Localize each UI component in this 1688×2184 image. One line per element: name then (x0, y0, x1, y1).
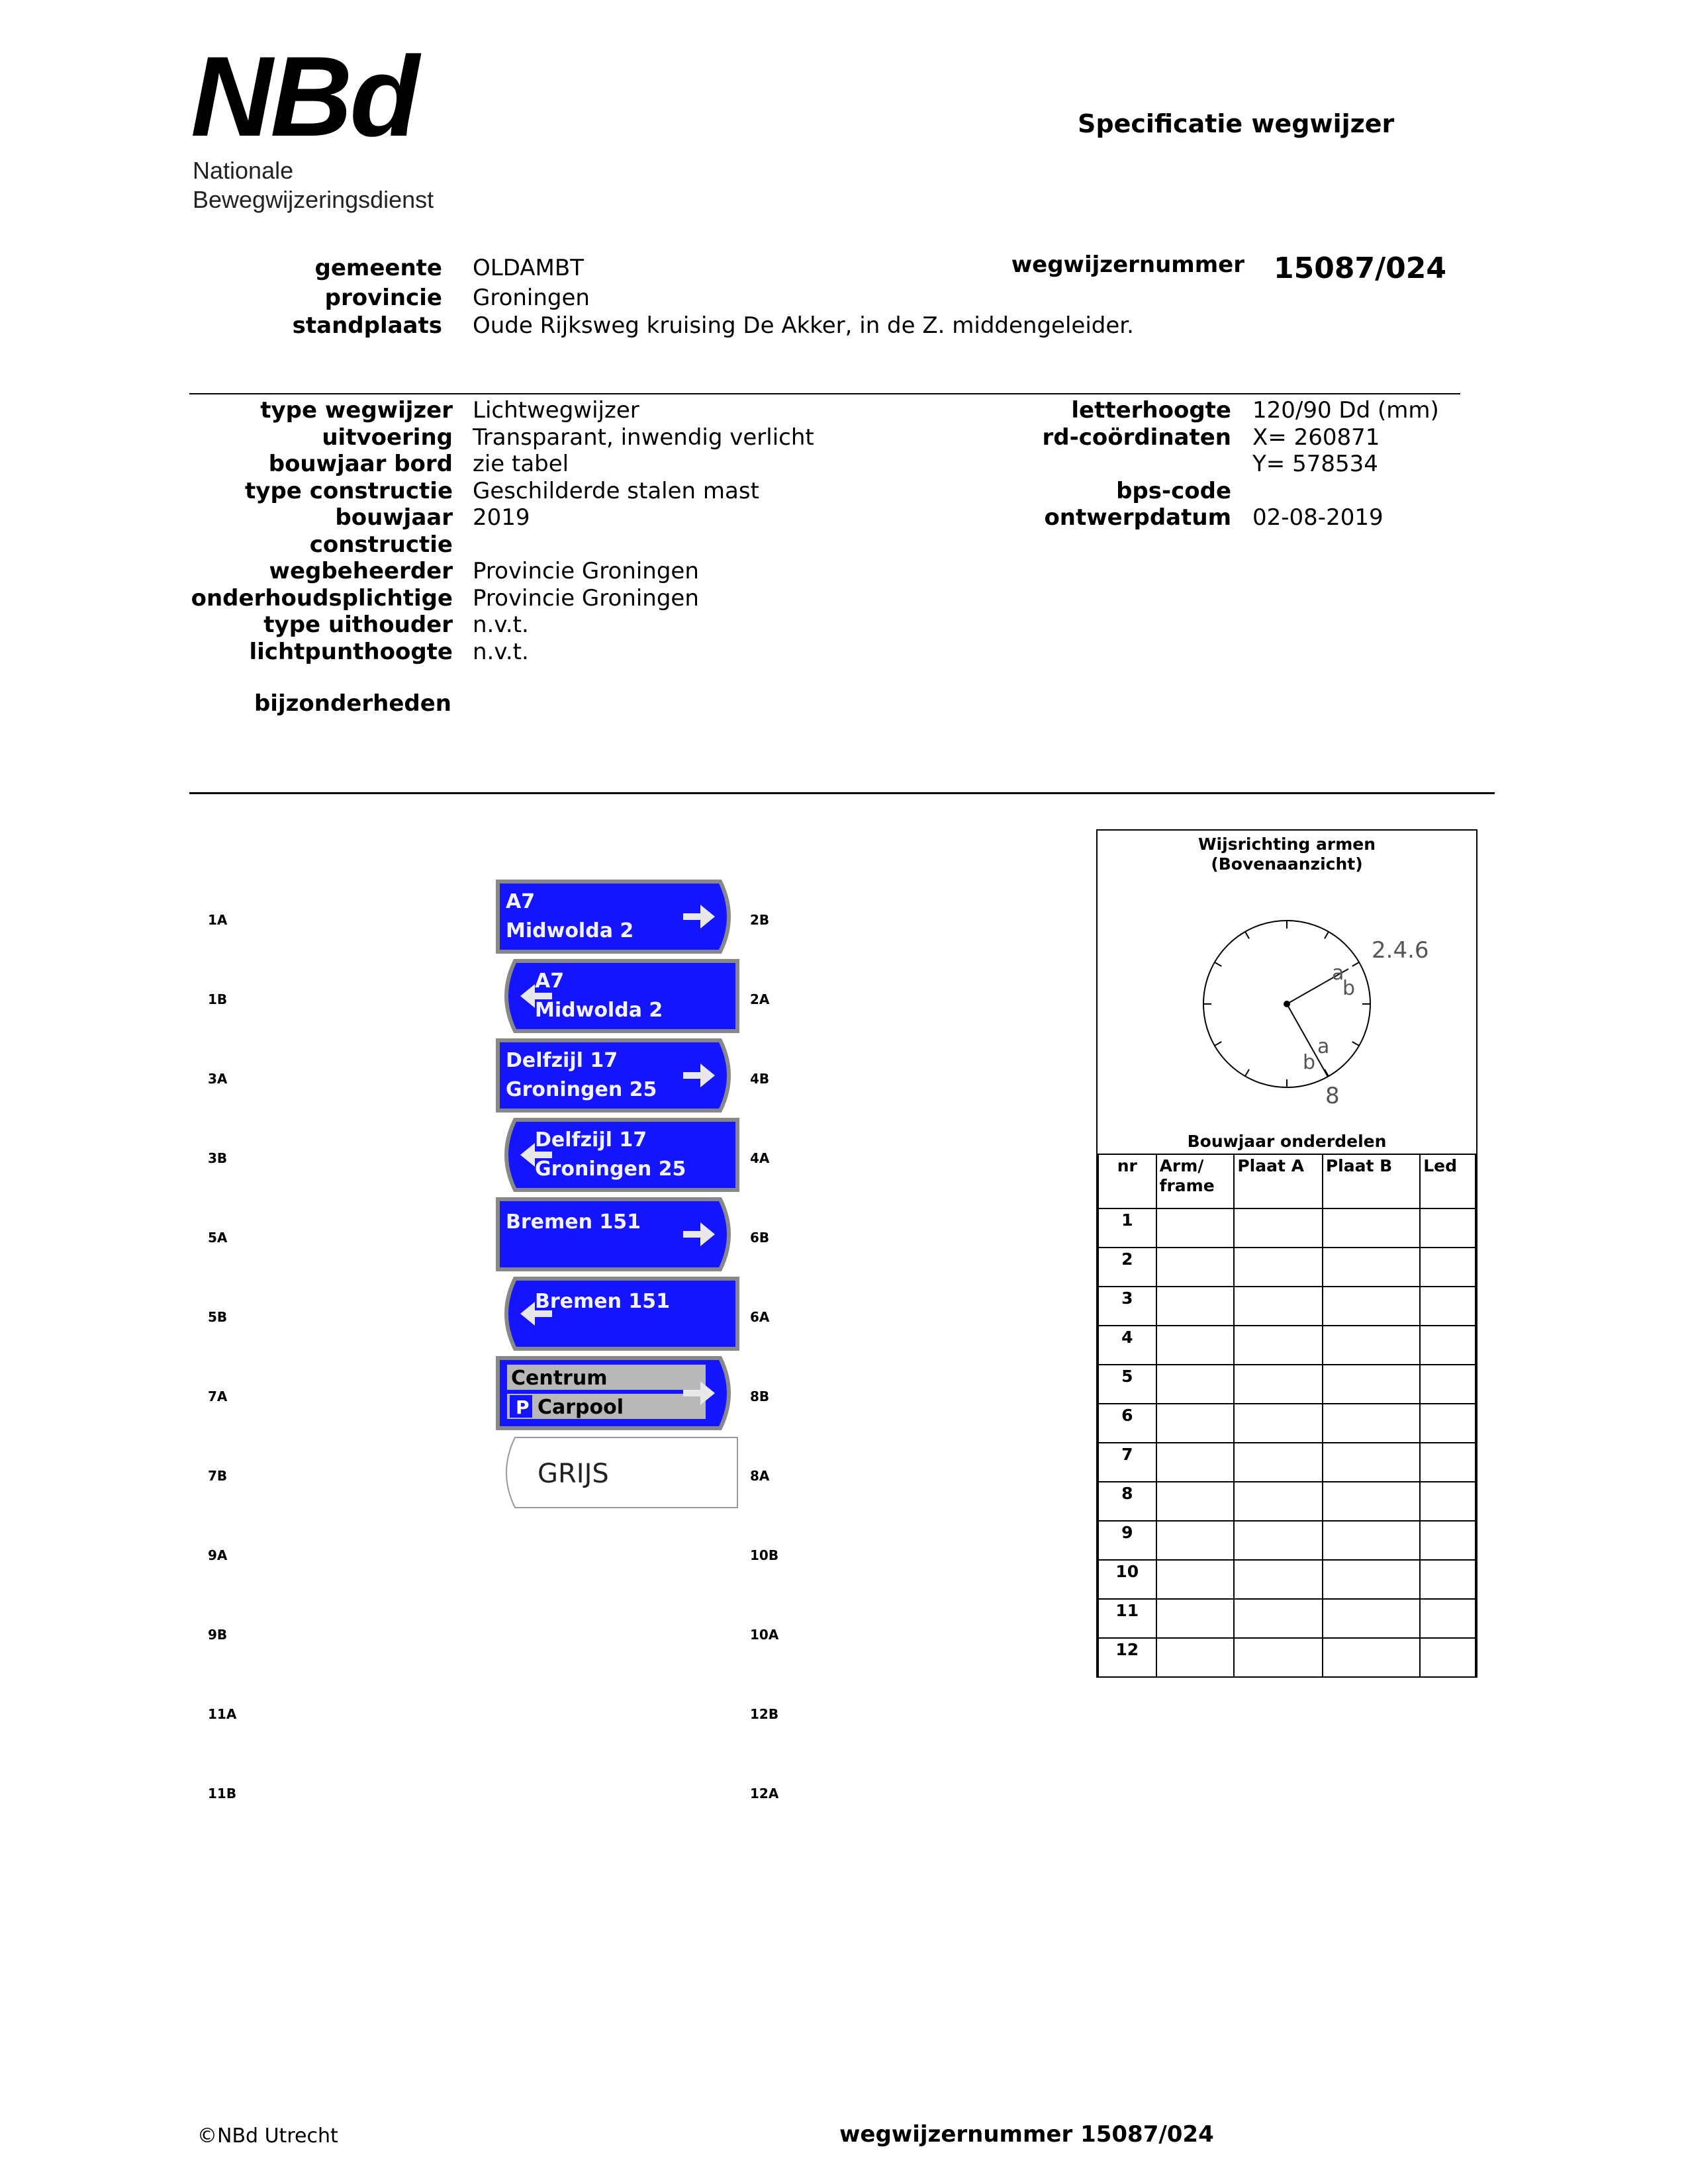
table-cell (1420, 1560, 1476, 1599)
arm2-b-label: b (1303, 1051, 1316, 1074)
spec-label: type uithouder (263, 612, 453, 638)
table-header-cell: Plaat A (1234, 1154, 1323, 1208)
sign (495, 1197, 740, 1272)
spec-value: 2019 (473, 504, 530, 531)
spec-value: n.v.t. (473, 612, 529, 638)
row-number: 5 (1098, 1365, 1156, 1404)
table-cell (1420, 1521, 1476, 1560)
logo-line-1: Nationale (193, 157, 294, 184)
arm1-b-label: b (1342, 977, 1356, 1000)
arm-label-1: 2.4.6 (1372, 937, 1429, 964)
row-number: 8 (1098, 1482, 1156, 1521)
table-row (1098, 1248, 1476, 1287)
table-cell (1420, 1638, 1476, 1677)
spec-label: onderhoudsplichtige (191, 584, 453, 612)
table-row (1098, 1521, 1476, 1560)
sign-text: Carpool (538, 1396, 624, 1419)
direction-diagram (1098, 890, 1476, 1128)
table-cell (1234, 1599, 1323, 1638)
table-row (1098, 1287, 1476, 1326)
parking-letter: P (516, 1396, 530, 1418)
row-number: 2 (1098, 1248, 1156, 1287)
slot-label-left: 3A (208, 1071, 228, 1087)
sign-text: Midwolda 2 (535, 999, 663, 1022)
provincie-value: Groningen (473, 285, 590, 311)
sign-text: A7 (535, 970, 565, 993)
table-cell (1234, 1208, 1323, 1248)
slot-label-left: 1A (208, 912, 228, 928)
wegwijzernummer-value: 15087/024 (1274, 251, 1446, 285)
table-cell (1323, 1638, 1420, 1677)
table-cell (1234, 1443, 1323, 1482)
table-cell (1323, 1287, 1420, 1326)
spec-value: Transparant, inwendig verlicht (473, 424, 814, 451)
sign (495, 879, 740, 954)
table-cell (1323, 1208, 1420, 1248)
table-cell (1420, 1599, 1476, 1638)
table-cell (1234, 1248, 1323, 1287)
table-cell (1323, 1326, 1420, 1365)
spec-label: lichtpunthoogte (249, 638, 453, 665)
table-cell (1156, 1443, 1235, 1482)
table-cell (1323, 1443, 1420, 1482)
row-number: 9 (1098, 1521, 1156, 1560)
slot-label-left: 9A (208, 1547, 228, 1563)
table-cell (1420, 1287, 1476, 1326)
table-cell (1323, 1560, 1420, 1599)
table-cell (1156, 1482, 1235, 1521)
standplaats-label: standplaats (292, 312, 442, 339)
slot-label-left: 7B (208, 1468, 228, 1484)
table-cell (1420, 1248, 1476, 1287)
slot-label-left: 7A (208, 1388, 228, 1404)
logo: NBd (191, 33, 417, 160)
table-row (1098, 1404, 1476, 1443)
table-cell (1420, 1365, 1476, 1404)
table-header-row (1098, 1154, 1476, 1208)
slot-label-right: 4B (750, 1071, 770, 1087)
logo-subtitle (193, 156, 434, 214)
table-cell (1234, 1560, 1323, 1599)
sign (495, 1355, 740, 1431)
table-cell (1234, 1482, 1323, 1521)
table-cell (1156, 1638, 1235, 1677)
slot-label-right: 10A (750, 1627, 779, 1643)
row-number: 11 (1098, 1599, 1156, 1638)
sign-text: Centrum (511, 1367, 608, 1390)
table-cell (1234, 1287, 1323, 1326)
table-header-cell: Led (1420, 1154, 1476, 1208)
table-row (1098, 1443, 1476, 1482)
table-row (1098, 1365, 1476, 1404)
slot-label-right: 8A (750, 1468, 770, 1484)
divider-top (189, 393, 1460, 394)
slot-label-left: 11B (208, 1786, 237, 1801)
sign-text: Bremen 151 (506, 1210, 641, 1234)
slot-label-left: 3B (208, 1150, 228, 1166)
slot-label-right: 4A (750, 1150, 770, 1166)
table-cell (1323, 1404, 1420, 1443)
spec-label: bouwjaar (335, 504, 453, 531)
table-cell (1156, 1365, 1235, 1404)
bouwjaar-table (1098, 1154, 1476, 1678)
table-cell (1234, 1326, 1323, 1365)
document-title: Specificatie wegwijzer (1078, 109, 1395, 138)
spec-value: 120/90 Dd (mm) (1252, 397, 1439, 424)
table-cell (1234, 1365, 1323, 1404)
arm-label-2: 8 (1325, 1083, 1340, 1109)
table-cell (1420, 1482, 1476, 1521)
bouwjaar-title: Bouwjaar onderdelen (1187, 1132, 1387, 1151)
sign (495, 958, 740, 1034)
standplaats-value: Oude Rijksweg kruising De Akker, in de Z. middengeleider. (473, 312, 1134, 339)
table-cell (1156, 1326, 1235, 1365)
bijzonderheden-label: bijzonderheden (254, 690, 451, 717)
spec-value: 02-08-2019 (1252, 504, 1383, 531)
row-number: 1 (1098, 1208, 1156, 1248)
table-cell (1234, 1638, 1323, 1677)
gemeente-value: OLDAMBT (473, 255, 584, 281)
row-number: 10 (1098, 1560, 1156, 1599)
spec-label: wegbeheerder (269, 558, 453, 584)
wegwijzernummer-label: wegwijzernummer (1011, 251, 1244, 278)
table-row (1098, 1482, 1476, 1521)
spec-label: constructie (309, 531, 453, 558)
table-cell (1323, 1365, 1420, 1404)
spec-label: type constructie (245, 477, 453, 504)
table-row (1098, 1599, 1476, 1638)
divider-bottom (189, 792, 1495, 794)
spec-label: bps-code (1116, 477, 1231, 504)
slot-label-left: 9B (208, 1627, 228, 1643)
spec-value: Lichtwegwijzer (473, 397, 639, 424)
slot-label-right: 12A (750, 1786, 779, 1801)
sign-text: Midwolda 2 (506, 919, 634, 942)
table-row (1098, 1638, 1476, 1677)
sign (495, 1276, 740, 1351)
sign (495, 1117, 740, 1193)
spec-value: zie tabel (473, 451, 569, 477)
slot-label-left: 1B (208, 991, 228, 1007)
row-number: 12 (1098, 1638, 1156, 1677)
provincie-label: provincie (324, 285, 442, 311)
table-cell (1156, 1560, 1235, 1599)
sign (495, 1038, 740, 1113)
slot-label-right: 2B (750, 912, 770, 928)
slot-label-left: 5B (208, 1309, 228, 1325)
spec-label: uitvoering (322, 424, 453, 451)
slot-label-left: 11A (208, 1706, 237, 1722)
table-cell (1323, 1482, 1420, 1521)
footer-copyright: ©NBd Utrecht (197, 2124, 338, 2148)
spec-value: Geschilderde stalen mast (473, 477, 759, 504)
footer-number: wegwijzernummer 15087/024 (839, 2121, 1214, 2148)
arm2-a-label: a (1317, 1035, 1330, 1058)
sign-text: Bremen 151 (535, 1290, 671, 1313)
spec-value: n.v.t. (473, 638, 529, 665)
sign-text: Groningen 25 (535, 1158, 686, 1181)
spec-label: type wegwijzer (260, 397, 453, 424)
spec-label: letterhoogte (1071, 397, 1231, 424)
logo-line-2: Bewegwijzeringsdienst (193, 186, 434, 213)
table-cell (1420, 1443, 1476, 1482)
table-cell (1156, 1404, 1235, 1443)
direction-subtitle: (Bovenaanzicht) (1211, 854, 1363, 874)
row-number: 4 (1098, 1326, 1156, 1365)
table-cell (1420, 1208, 1476, 1248)
gemeente-label: gemeente (314, 255, 442, 281)
spec-label: bouwjaar bord (268, 451, 453, 477)
sign-text: Groningen 25 (506, 1078, 657, 1101)
slot-label-right: 2A (750, 991, 770, 1007)
table-cell (1156, 1599, 1235, 1638)
spec-value: Provincie Groningen (473, 584, 699, 612)
table-cell (1420, 1404, 1476, 1443)
slot-label-right: 6B (750, 1230, 770, 1246)
direction-box (1096, 829, 1477, 1678)
table-cell (1156, 1521, 1235, 1560)
slot-label-right: 10B (750, 1547, 779, 1563)
table-cell (1156, 1208, 1235, 1248)
slot-label-right: 6A (750, 1309, 770, 1325)
sign-text: Delfzijl 17 (535, 1128, 647, 1152)
table-cell (1323, 1521, 1420, 1560)
sign (495, 1435, 740, 1510)
table-cell (1420, 1326, 1476, 1365)
table-cell (1323, 1248, 1420, 1287)
arm1-a-label: a (1332, 962, 1344, 985)
sign-text: A7 (506, 890, 536, 913)
spec-value: X= 260871 (1252, 424, 1380, 451)
spec-value: Y= 578534 (1252, 451, 1378, 477)
table-cell (1323, 1599, 1420, 1638)
spec-value: Provincie Groningen (473, 558, 699, 584)
table-cell (1234, 1521, 1323, 1560)
table-cell (1234, 1404, 1323, 1443)
slot-label-right: 12B (750, 1706, 779, 1722)
table-cell (1156, 1248, 1235, 1287)
sign-text: GRIJS (538, 1459, 609, 1489)
sign-text: Delfzijl 17 (506, 1049, 618, 1072)
spec-label: rd-coördinaten (1042, 424, 1231, 451)
spec-label: ontwerpdatum (1044, 504, 1231, 531)
table-row (1098, 1208, 1476, 1248)
row-number: 6 (1098, 1404, 1156, 1443)
table-row (1098, 1560, 1476, 1599)
direction-title: Wijsrichting armen (1197, 835, 1376, 854)
slot-label-right: 8B (750, 1388, 770, 1404)
table-header-cell: Arm/ frame (1156, 1154, 1235, 1208)
row-number: 3 (1098, 1287, 1156, 1326)
table-header-cell: Plaat B (1323, 1154, 1420, 1208)
table-header-cell: nr (1098, 1154, 1156, 1208)
table-cell (1156, 1287, 1235, 1326)
row-number: 7 (1098, 1443, 1156, 1482)
table-row (1098, 1326, 1476, 1365)
slot-label-left: 5A (208, 1230, 228, 1246)
